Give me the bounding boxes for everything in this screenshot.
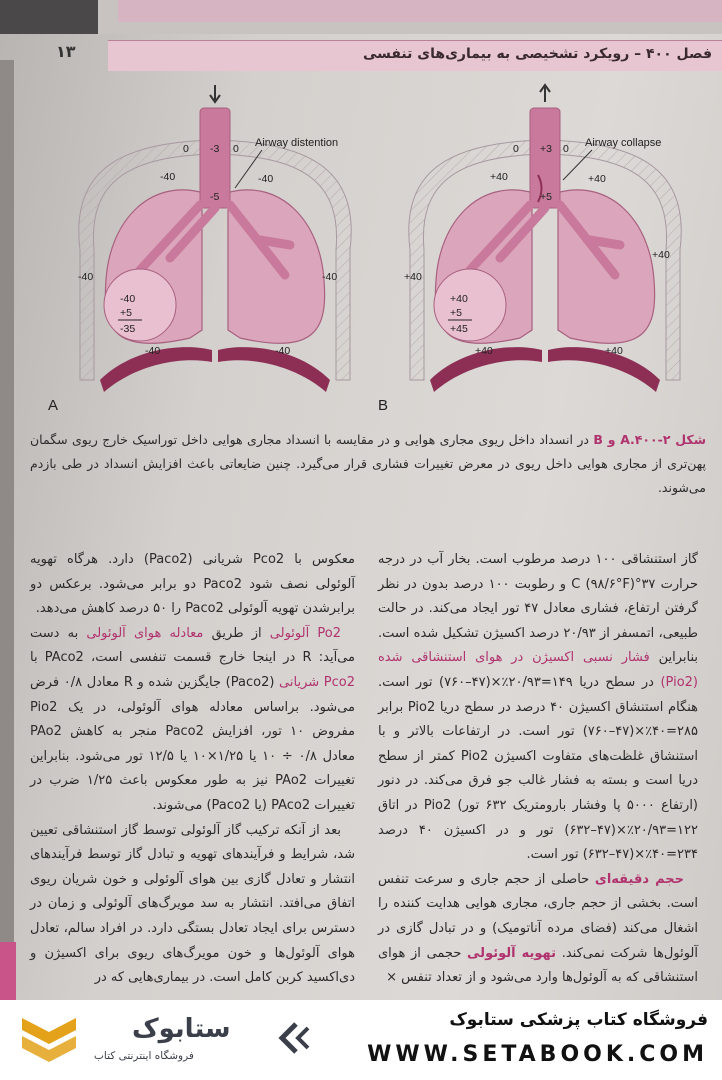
annotation-label: Airway distention [255,137,339,149]
pleural-value: +40 [404,271,422,283]
logo-arrows-icon [272,1018,312,1058]
term: فشار نسبی اکسیژن در هوای استنشاقی شده (Pio2) [378,650,698,690]
pleural-value: -40 [145,345,161,357]
pleural-value: -40 [160,171,176,183]
paragraph [378,548,698,868]
text-run: (Paco2) جایگزین شده و R معادل ۰/۸ فرض می‌شود. براساس معادله هوای آلوئولی، در یک Pio2 مفروض ۱۰ تور، افزایش Paco2 منجر به کاهش PAo2 معادل ۰/۸ ÷ ۱۰ یا ۱/۲۵×۱۰ یا ۱۲/۵ تور می‌شود. بنابراین تغییرات PAo2 نیز به طور معکوس باعث ۱/۲۵ ضرب در تغییرات PAco2 (یا Paco2) می‌شوند. [30,674,356,813]
page-number: ۱۳ [56,42,76,61]
chapter-title: فصل ۴۰۰ – رویکرد تشخیصی به بیماری‌های تنفسی [362,46,712,62]
text-run: گاز استنشاقی ۱۰۰ درصد مرطوب است. بخار آب در درجه حرارت ۳۷°C (۹۸/۶°F) و رطوبت ۱۰۰ درصد بدون در نظر گرفتن ارتفاع، فشاری معادل ۴۷ تور ایجاد می‌کند. در حالت طبیعی، اتمسفر از ۲۰/۹۳ درصد اکسیژن تشکیل شده است. بنابراین [378,552,699,666]
panel-letter: B [378,397,389,414]
diaphragm-right [218,347,330,392]
trachea-left-value: 0 [183,143,189,155]
text-run: به دست می‌آید: R در اینجا خارج قسمت تنفسی است، PAco2 با [30,625,355,666]
alveolus [104,269,176,341]
alveolus [434,269,506,341]
term: حجم دقیقه‌ای [594,871,685,887]
store-url-link[interactable]: WWW.SETABOOK.COM [367,1042,708,1067]
pleural-value: +40 [588,173,606,185]
pleural-value: +40 [475,345,493,357]
alveolus-value: +5 [450,307,462,319]
down-arrow-icon [210,85,220,102]
trachea-left-value: 0 [513,143,519,155]
pleural-value: -40 [258,173,274,185]
store-name: فروشگاه کتاب پزشکی ستابوک [449,1010,708,1030]
pleural-value: +40 [490,171,508,183]
diaphragm-right [548,347,660,392]
panel-letter: A [48,397,59,414]
chapter-tab [0,942,16,1000]
page-top-band [0,0,722,34]
bronchus-value: -5 [210,191,220,203]
paragraph: معکوس با Pco2 شریانی (Paco2) دارد. هرگاه تهویه آلوئولی نصف شود Paco2 دو برابر می‌شود. برعکس دو برابرشدن تهویه آلوئولی Paco2 را ۵۰ درصد کاهش می‌دهد. [30,552,356,617]
logo-chevron-icon [14,1012,84,1072]
pleural-value: +40 [652,249,670,261]
term: تهویه آلوئولی [467,945,557,961]
left-margin [0,60,14,1000]
brand-tagline: فروشگاه اینترنتی کتاب [94,1050,194,1062]
pleural-value: -40 [275,345,291,357]
pleural-value: -40 [322,271,338,283]
trachea-right-value: 0 [233,143,239,155]
caption-text: در انسداد داخل ریوی مجاری هوایی و در مقایسه با انسداد مجاری هوایی داخل توراسیک خارج ریوی سگمان پهن‌تری از مجاری هوایی داخل ریوی در معرض تغییرات فشاری قرار می‌گیرد. چنین ضایعاتی باعث افزایش انسداد در طی بازدم می‌شوند. [30,432,706,495]
bronchus-value: +5 [540,191,552,203]
term: معادله هوای آلوئولی [86,625,204,641]
paragraph [378,868,698,991]
alveolus-value: -40 [120,293,136,305]
lung-figure [30,80,710,420]
trachea-center-value: +3 [540,143,552,155]
text-run: حجمی از هوای استنشاقی که به آلوئول‌ها وارد می‌شود و از تعداد تنفس × [378,945,698,986]
alveolus-value: -35 [120,323,136,335]
paragraph [30,622,355,819]
term: Pco2 شریانی [279,674,355,690]
text-run: از طریق [203,625,270,641]
alveolus-value: +5 [120,307,132,319]
chapter-header [108,40,722,71]
caption-label: شکل ۲-۴۰۰.A و B [593,432,706,447]
trachea-right-value: 0 [563,143,569,155]
figure-caption [30,428,706,500]
trachea-center-value: -3 [210,143,220,155]
up-arrow-icon [540,85,550,102]
paragraph: بعد از آنکه ترکیب گاز آلوئولی توسط گاز استنشاقی تعیین شد، شرایط و فرآیندهای تهویه و تبادل گاز توسط فرآیندهای انتشار و تعادل گازی بین هوای آلوئولی و خون شریان ریوی اتفاق می‌افتد. انتشار به سد مویرگ‌های آلوئولی و زمان در دسترس برای ایجاد تعادل بستگی دارد. در افراد سالم، تعادل هوای آلوئول‌ها و خون مویرگ‌های ریوی برای اکسیژن و دی‌اکسید کربن کامل است. در بیماری‌هایی که در [30,822,355,986]
text-run: حاصلی از حجم جاری و سرعت تنفس است. بخشی از حجم جاری، مجاری هوایی هدایت کننده را اشغال می‌کند (فضای مرده آناتومیک) و در تبادل گازی در آلوئول‌ها شرکت نمی‌کند. [378,871,698,961]
text-column-right [378,548,698,991]
alveolus-value: +45 [450,323,468,335]
term: Po2 آلوئولی [269,625,341,641]
annotation-label: Airway collapse [585,137,662,149]
alveolus-value: +40 [450,293,468,305]
panel-b [378,85,681,414]
brand-name: ستابوک [132,1014,231,1044]
text-column-left [30,548,355,991]
text-run: در سطح دریا ۱۴۹=۲۰/۹۳٪×(۴۷–۷۶۰) تور است. هنگام استنشاق اکسیژن ۴۰ درصد در سطح دریا Pio2 برابر ۲۸۵=۴۰٪×(۴۷–۷۶۰) تور است. در ارتفاعات بالاتر و با استنشاق غلظت‌های متفاوت اکسیژن Pio2 کمتر از سطح دریا است و بسته به فشار غالب جو فرق می‌کند. در دنور (ارتفاع ۵۰۰۰ پا وفشار بارومتریک ۶۳۲ تور) Pio2 در اتاق ۱۲۲=۲۰/۹۳٪×(۴۷–۶۳۲) تور و در اکسیژن ۴۰ درصد ۲۳۴=۴۰٪×(۴۷–۶۳۲) تور است. [378,674,699,863]
panel-a [48,85,351,414]
pleural-value: +40 [605,345,623,357]
pleural-value: -40 [78,271,94,283]
setabook-logo[interactable] [14,1012,314,1072]
store-footer [0,1000,722,1080]
